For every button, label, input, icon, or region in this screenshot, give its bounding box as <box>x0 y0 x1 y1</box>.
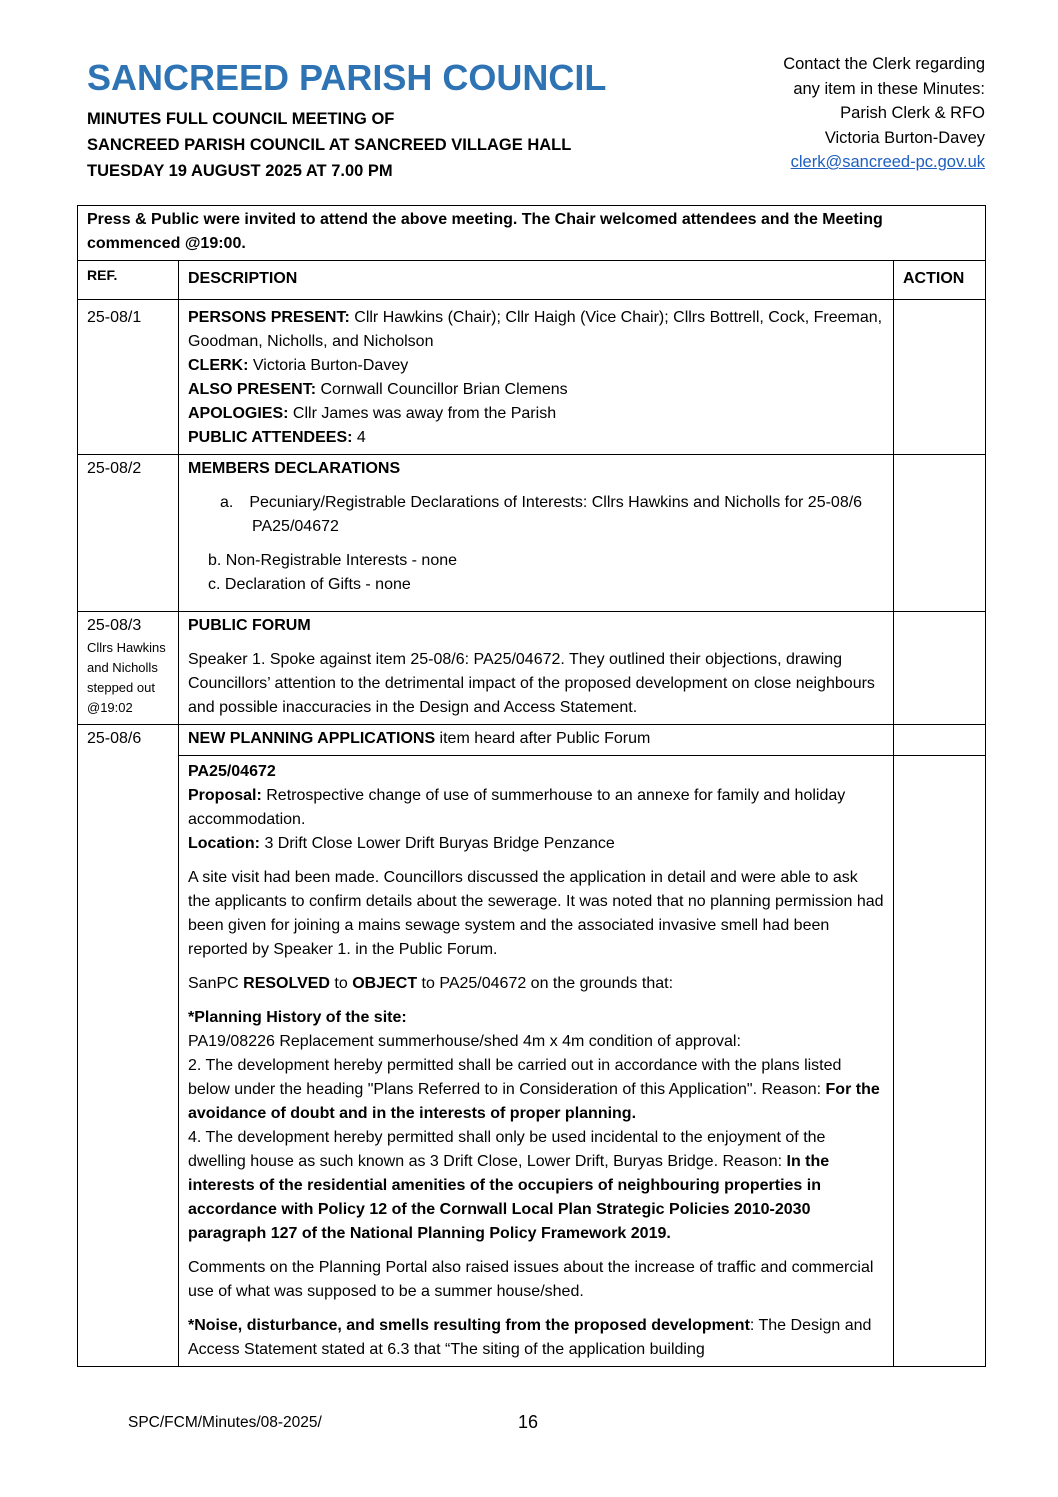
subtitle-line: SANCREED PARISH COUNCIL AT SANCREED VILLAGE HALL <box>87 136 572 154</box>
contact-line: Parish Clerk & RFO <box>840 104 985 122</box>
item-description: PUBLIC FORUM Speaker 1. Spoke against item 25-08/6: PA25/04672. They outlined their objections, drawing Councillors’ attention to the detrimental impact of the proposed development on close neighbours and possible inaccuracies in the Design and Access Statement. <box>179 612 894 725</box>
contact-line: any item in these Minutes: <box>793 79 985 98</box>
page-title: SANCREED PARISH COUNCIL <box>87 57 607 98</box>
header-row <box>78 261 986 300</box>
declaration-c: c. Declaration of Gifts - none <box>208 576 411 593</box>
item-ref: 25-08/3 Cllrs Hawkins and Nicholls stepped out @19:02 <box>78 612 179 725</box>
table-row <box>78 756 986 1367</box>
clerk-contact <box>783 52 985 175</box>
intro-row <box>78 206 986 261</box>
clerk-email-link[interactable]: clerk@sancreed-pc.gov.uk <box>790 153 985 171</box>
ref-note: Cllrs Hawkins and Nicholls stepped out @19:02 <box>87 640 166 715</box>
contact-line: Contact the Clerk regarding <box>783 55 985 73</box>
item-ref: 25-08/2 <box>78 455 179 612</box>
intro-text: Press & Public were invited to attend the above meeting. The Chair welcomed attendees and the Meeting commenced @19:00. <box>78 206 986 261</box>
declaration-b: b. Non-Registrable Interests - none <box>208 552 458 569</box>
column-header-description: DESCRIPTION <box>179 261 894 300</box>
table-row <box>78 300 986 455</box>
item-action <box>893 612 985 725</box>
item-ref: 25-08/6 <box>78 725 179 1367</box>
item-description: NEW PLANNING APPLICATIONS item heard after Public Forum <box>179 725 894 756</box>
meeting-subtitle <box>87 106 571 184</box>
item-action <box>893 455 985 612</box>
table-row <box>78 455 986 612</box>
item-action <box>893 756 985 1367</box>
declaration-a: a. Pecuniary/Registrable Declarations of Interests: Cllrs Hawkins and Nicholls for 25-08/6 PA25/04672 <box>220 494 863 535</box>
contact-line: Victoria Burton-Davey <box>824 128 985 147</box>
item-action <box>893 300 985 455</box>
item-ref: 25-08/1 <box>78 300 179 455</box>
table-row <box>78 725 986 756</box>
table-row <box>78 612 986 725</box>
subtitle-line: MINUTES FULL COUNCIL MEETING OF <box>87 110 395 128</box>
document-reference: SPC/FCM/Minutes/08-2025/ <box>128 1414 322 1431</box>
item-description: MEMBERS DECLARATIONS a. Pecuniary/Registrable Declarations of Interests: Cllrs Hawkins and Nicholls for 25-08/6 PA25/04672 b. Non-Registrable Interests - none c. Declaration of Gifts - none <box>179 455 894 612</box>
page-number: 16 <box>518 1412 539 1432</box>
subtitle-line: TUESDAY 19 AUGUST 2025 AT 7.00 PM <box>87 162 393 180</box>
column-header-action: ACTION <box>893 261 985 300</box>
item-description: PA25/04672 Proposal: Retrospective change of use of summerhouse to an annexe for family and holiday accommodation. Location: 3 Drift Close Lower Drift Buryas Bridge Penzance A site visit had been made. Councillors discussed the application in detail and were able to ask the applicants to confirm details about the sewerage. It was noted that no planning permission had been given for joining a mains sewage system and the associated invasive smell had been reported by Speaker 1. in the Public Forum. SanPC RESOLVED to OBJECT to PA25/04672 on the grounds that: *Planning History of the site: PA19/08226 Replacement summerhouse/shed 4m x 4m condition of approval: 2. The development hereby permitted shall be carried out in accordance with the plans listed below under the heading "Plans Referred to in Consideration of this Application". Reason: For the avoidance of doubt and in the interests of proper planning. 4. The development hereby permitted shall only be used incidental to the enjoyment of the dwelling house as such known as 3 Drift Close, Lower Drift, Buryas Bridge. Reason: In the interests of the residential amenities of the occupiers of neighbouring properties in accordance with Policy 12 of the Cornwall Local Plan Strategic Policies 2010-2030 paragraph 127 of the National Planning Policy Framework 2019. Comments on the Planning Portal also raised issues about the increase of traffic and commercial use of what was supposed to be a summer house/shed. *Noise, disturbance, and smells resulting from the proposed development: The Design and Access Statement stated at 6.3 that “The siting of the application building <box>179 756 894 1367</box>
item-description: PERSONS PRESENT: Cllr Hawkins (Chair); Cllr Haigh (Vice Chair); Cllrs Bottrell, Cock, Freeman, Goodman, Nicholls, and Nicholson CLERK: Victoria Burton-Davey ALSO PRESENT: Cornwall Councillor Brian Clemens APOLOGIES: Cllr James was away from the Parish PUBLIC ATTENDEES: 4 <box>179 300 894 455</box>
item-action <box>893 725 985 756</box>
column-header-ref: REF. <box>78 261 179 300</box>
minutes-table <box>77 205 986 1367</box>
